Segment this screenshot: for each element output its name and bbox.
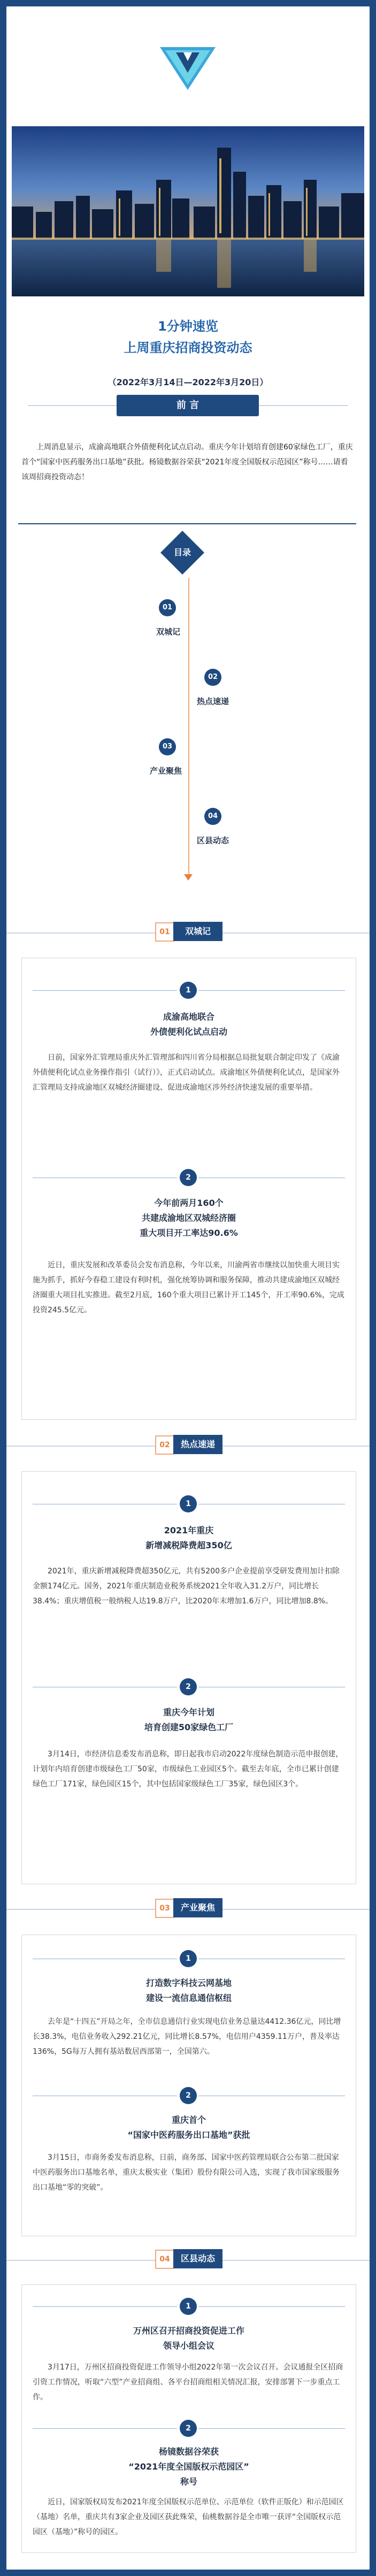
item-number: 1 [180, 982, 197, 999]
divider [6, 2260, 155, 2261]
toc-node-3[interactable]: 03 [159, 738, 176, 755]
item-number: 2 [180, 1169, 197, 1186]
section-4-title: 区县动态 [173, 2249, 222, 2268]
item-text: 近日，国家版权局发布2021年度全国版权示范单位、示范单位（软件正版化）和示范园区（基地）名单，重庆共有3家企业及园区获此殊荣，仙桃数据谷是全市唯一获评“全国版权示范园区（基地）”称号的园区。 [33, 2498, 344, 2536]
divider [6, 932, 155, 934]
item-text: 2021年，重庆新增减税降费超350亿元，共有5200多户企业提前享受研发费用加计扣除金额174亿元。国务，2021年重庆制造业税务系统2021全年收入31.2万户，同比增长38.4%；重庆增值税一般纳税人达19.8万户，比2020年末增加1.6万户，同比增加8.8%。 [33, 1567, 340, 1606]
item-subtitle: 万州区召开招商投资促进工作 领导小组会议 [133, 2326, 244, 2351]
divider [259, 405, 348, 406]
section-1-card [21, 958, 356, 1420]
toc-item-3[interactable]: 产业聚焦 [150, 766, 182, 776]
divider [33, 990, 177, 991]
divider [222, 1446, 370, 1447]
divider [28, 405, 117, 406]
intro-text: 上周消息显示，成渝高地联合外债便利化试点启动。重庆今年计划培育创建60家绿色工厂，重庆首个“国家中医药服务出口基地”获批。杨镜数据谷荣获“2021年度全国版权示范园区”称号……请看该周招商投资动态！ [21, 443, 353, 481]
section-1-number: 01 [155, 922, 174, 942]
toc-item-1[interactable]: 双城记 [156, 627, 181, 637]
item-subtitle: 今年前两月160个 共建成渝地区双城经济圈 重大项目开工率达90.6% [140, 1198, 238, 1238]
section-1-title: 双城记 [173, 922, 222, 941]
divider [198, 990, 345, 991]
preface-label: 前 言 [117, 395, 259, 416]
toc-item-2[interactable]: 热点速递 [197, 697, 229, 706]
divider [33, 2306, 177, 2307]
divider [222, 2260, 370, 2261]
item-text: 3月14日，市经济信息委发布消息称，即日起我市启动2022年度绿色制造示范申报创建，计划年内培育创建市级绿色工厂50家，市级绿色工业园区5个。截至去年底，全市已累计创建绿色工厂171家，绿色园区15个，其中包括国家级绿色工厂35家，绿色园区3个。 [33, 1750, 343, 1788]
toc-item-4[interactable]: 区县动态 [197, 836, 229, 845]
item-subtitle: 重庆首个 “国家中医药服务出口基地”获批 [127, 2115, 250, 2140]
item-text: 近日，重庆发展和改革委员会发布消息称，今年以来，川渝两省市继续以加快重大项目实施为抓手，抓好今春稳工建设有利时机，强化统筹协调和服务保障，推动共建成渝地区双城经济圈重大项目扎实推进。截至2月底，160个重大项目已累计开工145个，开工率90.6%，完成投资245.5亿元。 [33, 1261, 344, 1314]
toc-node-1[interactable]: 01 [159, 599, 176, 616]
item-subtitle: 重庆今年计划 培育创建50家绿色工厂 [144, 1707, 234, 1732]
item-subtitle: 成渝高地联合 外债便利化试点启动 [150, 1012, 227, 1037]
title-line-2: 上周重庆招商投资动态 [124, 340, 252, 355]
section-2-number: 02 [155, 1435, 174, 1455]
divider [6, 1909, 155, 1910]
item-text: 去年是“十四五”开局之年，全市信息通信行业实现电信业务总量达4412.36亿元，同比增长38.3%，电信业务收入292.21亿元，同比增长8.57%，电信用户4359.11万户，普及率达136%，5G每万人拥有基站数居西部第一，全国第六。 [33, 2017, 341, 2056]
section-3-number: 03 [155, 1899, 174, 1918]
divider [6, 1446, 155, 1447]
section-3-title: 产业聚焦 [173, 1898, 222, 1917]
section-2-card [21, 1471, 356, 1884]
divider [222, 932, 370, 934]
section-3-card [21, 1935, 356, 2236]
toc-label: 目录 [173, 547, 191, 557]
date-range: （2022年3月14日—2022年3月20日） [108, 377, 268, 387]
divider [222, 1909, 370, 1910]
section-4-card [21, 2284, 356, 2553]
toc-node-2[interactable]: 02 [204, 669, 221, 686]
item-number: 2 [180, 2420, 197, 2437]
item-subtitle: 杨镜数据谷荣获 “2021年度全国版权示范园区” 称号 [128, 2447, 249, 2487]
section-4-number: 04 [155, 2250, 174, 2269]
city-skyline-image [12, 126, 364, 296]
item-text: 日前，国家外汇管理局重庆外汇管理部和四川省分局根据总局批复联合制定印发了《成渝外债便利化试点业务操作指引（试行）》，正式启动试点。成渝地区外债便利化试点，是国家外汇管理局支持成渝地区双城经济圈建设、促进成渝地区涉外经济快速发展的重要举措。 [33, 1053, 340, 1092]
item-number: 1 [180, 1950, 197, 1967]
item-subtitle: 2021年重庆 新增减税降费超350亿 [145, 1525, 232, 1550]
title-line-1: 1分钟速览 [158, 319, 218, 334]
item-number: 1 [180, 2298, 197, 2315]
item-number: 2 [180, 2087, 197, 2104]
item-number: 1 [180, 1495, 197, 1512]
divider [198, 2428, 345, 2429]
item-number: 2 [180, 1678, 197, 1695]
item-text: 3月17日，万州区招商投资促进工作领导小组2022年第一次会议召开。会议通报全区招商引资工作情况，听取“六型”产业招商组、各平台招商组相关情况汇报，安排部署下一步重点工作。 [33, 2363, 343, 2402]
logo-icon [160, 47, 216, 90]
section-2-title: 热点速递 [173, 1435, 222, 1454]
timeline-arrow-icon [184, 874, 193, 881]
toc-timeline [188, 578, 189, 877]
toc-node-4[interactable]: 04 [204, 808, 221, 825]
page-frame [6, 6, 370, 2570]
divider [198, 2306, 345, 2307]
item-text: 3月15日，市商务委发布消息称，日前，商务部、国家中医药管理局联合公布第二批国家中医药服务出口基地名单，重庆太极实业（集团）股份有限公司入选，实现了我市国家级服务出口基地“零的突破”。 [33, 2153, 340, 2192]
item-subtitle: 打造数字科技云网基地 建设一流信息通信枢纽 [145, 1978, 232, 2003]
divider [33, 2428, 177, 2429]
